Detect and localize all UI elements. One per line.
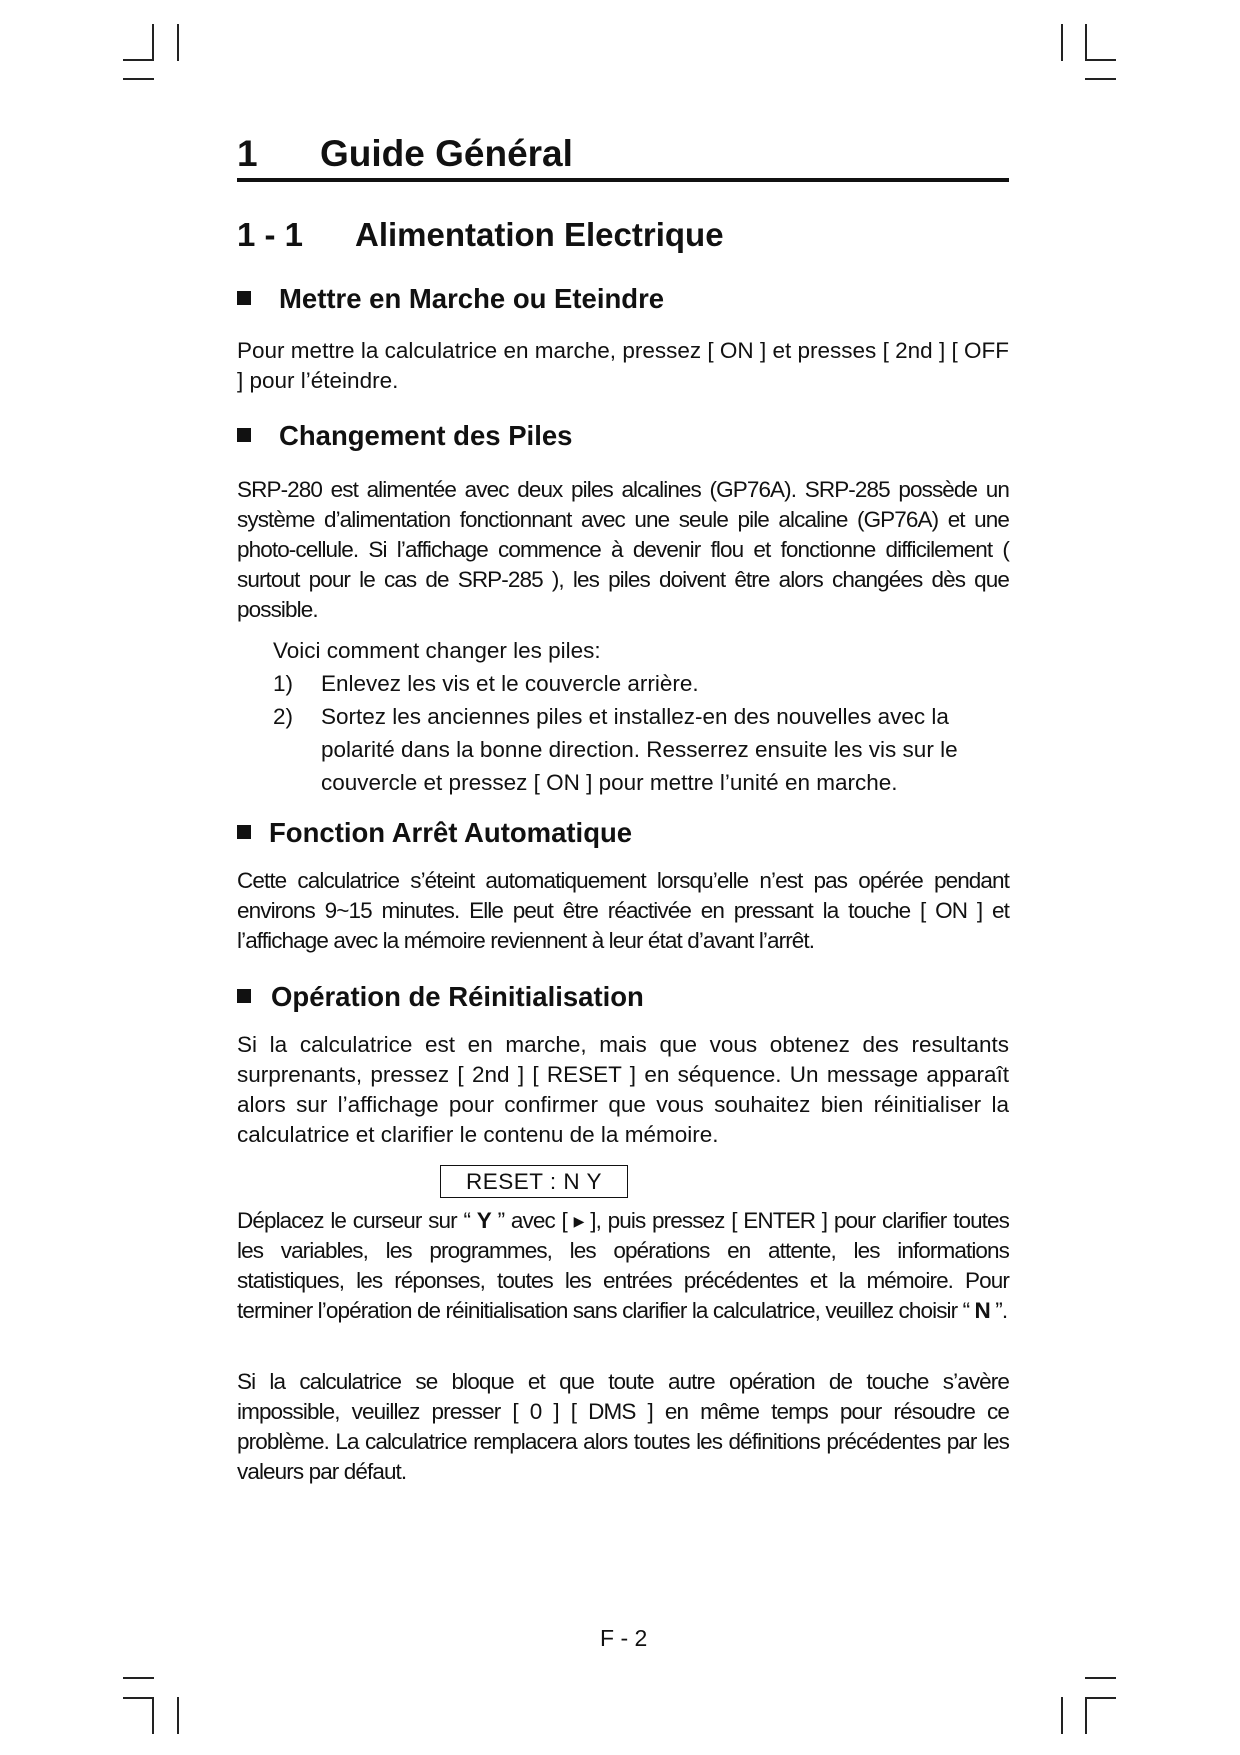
chapter-heading xyxy=(237,132,1009,182)
crop-mark xyxy=(1085,1677,1116,1679)
battery-steps xyxy=(273,634,1009,799)
power-paragraph: Pour mettre la calculatrice en marche, pressez [ ON ] et presses [ 2nd ] [ OFF ] pour l’éteindre. xyxy=(237,338,1009,393)
subsection-heading: Opération de Réinitialisation xyxy=(237,980,644,1014)
list-item: 2) Sortez les anciennes piles et installez-en des nouvelles avec la polarité dans la bonne direction. Resserrez ensuite les vis sur le couvercle et pressez [ ON ] pour mettre l’unité en marche. xyxy=(273,704,958,795)
subsection-heading: Changement des Piles xyxy=(237,419,572,453)
reset-display: RESET : N Y xyxy=(440,1165,628,1198)
subsection-heading: Mettre en Marche ou Eteindre xyxy=(237,282,664,316)
crop-mark xyxy=(1061,24,1063,61)
crop-mark xyxy=(177,1697,179,1734)
page-number: F - 2 xyxy=(600,1625,648,1651)
crop-mark xyxy=(123,78,154,80)
crop-mark xyxy=(152,1697,154,1734)
crop-mark xyxy=(1085,1697,1116,1699)
crop-mark xyxy=(1085,1697,1087,1734)
subsection-heading: Fonction Arrêt Automatique xyxy=(237,816,632,850)
reset-cursor-paragraph: Déplacez le curseur sur “ Y ” avec [ ▶ ], puis pressez [ ENTER ] pour clarifier toutes les variables, les programmes, les opérations en attente, les informations statistiques, les réponses, toutes les entrées précédentes et la mémoire. Pour terminer l’opération de réinitialisation sans clarifier la calculatrice, veuillez choisir “ N ”. xyxy=(237,1208,1009,1323)
crop-mark xyxy=(1085,59,1116,61)
crop-mark xyxy=(152,24,154,61)
square-bullet-icon xyxy=(237,291,251,305)
section-number: 1 - 1 xyxy=(237,216,304,253)
section-heading xyxy=(237,215,724,255)
crop-mark xyxy=(1085,78,1116,80)
crop-mark xyxy=(123,59,154,61)
crop-mark xyxy=(1085,24,1087,61)
battery-paragraph: SRP-280 est alimentée avec deux piles alcalines (GP76A). SRP-285 possède un système d’alimentation fonctionnant avec une seule pile alcaline (GP76A) et une photo-cellule. Si l’affichage commence à devenir flou et fonctionne difficilement ( surtout pour le cas de SRP-285 ), les piles doivent être alors changées dès que possible. xyxy=(237,477,1009,622)
reset-lock-paragraph: Si la calculatrice se bloque et que toute autre opération de touche s’avère impossible, veuillez presser [ 0 ] [ DMS ] en même temps pour résoudre ce problème. La calculatrice remplacera alors toutes les définitions précédentes par les valeurs par défaut. xyxy=(237,1369,1009,1484)
list-item: 1) Enlevez les vis et le couvercle arrière. xyxy=(273,671,699,696)
chapter-number: 1 xyxy=(237,133,258,174)
right-arrow-icon: ▶ xyxy=(573,1213,584,1229)
crop-mark xyxy=(123,1697,154,1699)
auto-off-paragraph: Cette calculatrice s’éteint automatiquement lorsqu’elle n’est pas opérée pendant environs 9~15 minutes. Elle peut être réactivée en pressant la touche [ ON ] et l’affichage avec la mémoire reviennent à leur état d’avant l’arrêt. xyxy=(237,868,1009,953)
reset-paragraph: Si la calculatrice est en marche, mais que vous obtenez des resultants surprenants, pressez [ 2nd ] [ RESET ] en séquence. Un message apparaît alors sur l’affichage pour confirmer que vous souhaitez bien réinitialiser la calculatrice et clarifier le contenu de la mémoire. xyxy=(237,1032,1009,1147)
section-title: Alimentation Electrique xyxy=(355,216,724,253)
square-bullet-icon xyxy=(237,825,251,839)
square-bullet-icon xyxy=(237,428,251,442)
crop-mark xyxy=(177,24,179,61)
crop-mark xyxy=(123,1677,154,1679)
crop-mark xyxy=(1061,1697,1063,1734)
steps-intro: Voici comment changer les piles: xyxy=(273,638,601,663)
square-bullet-icon xyxy=(237,989,251,1003)
chapter-title: Guide Général xyxy=(320,133,573,174)
